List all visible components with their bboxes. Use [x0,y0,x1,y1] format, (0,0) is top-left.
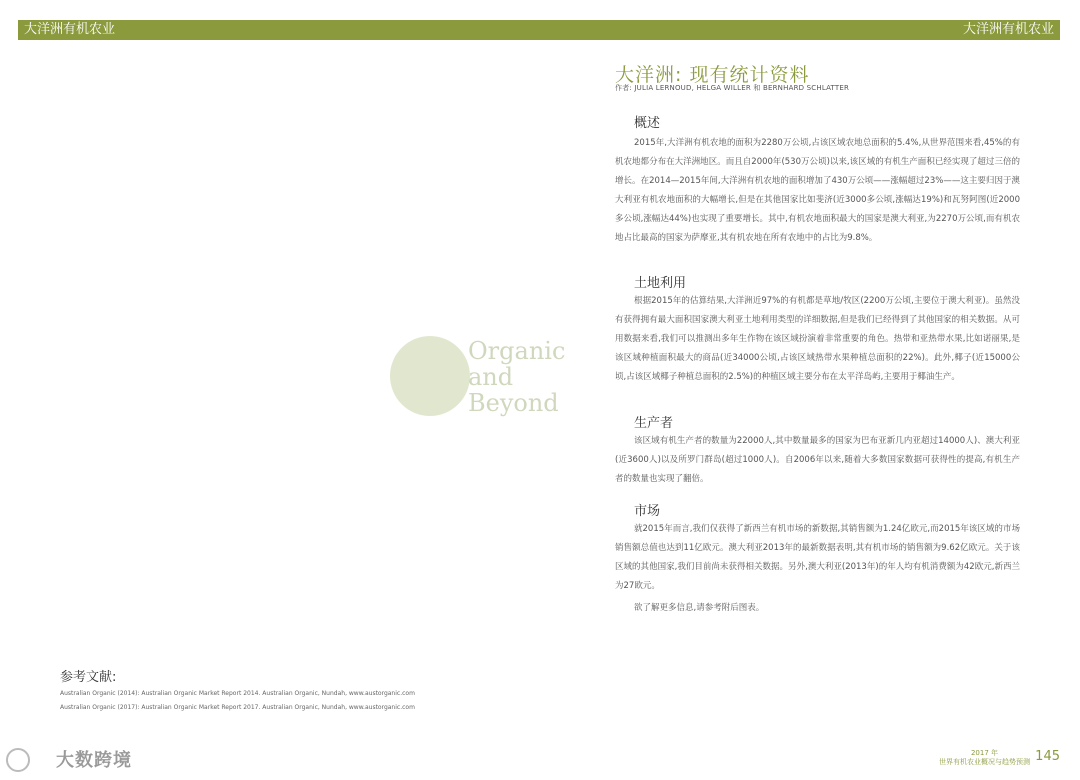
article-title: 大洋洲: 现有统计资料 [615,64,810,86]
footer-report-info [939,749,1030,767]
footer-year: 2017 年 [970,749,999,757]
watermark-line-1: Organic [468,337,566,365]
footer-report-title: 世界有机农业概况与趋势预测 [939,758,1030,766]
brand-logo-icon [6,748,30,772]
section-text-overview: 2015年,大洋洲有机农地的面积为2280万公顷,占该区域农地总面积的5.4%,从世界范围来看,45%的有机农地都分布在大洋洲地区。而且自2000年(530万公顷)以来,该区域的有机生产面积已经实现了超过三倍的增长。在2014—2015年间,大洋洲有机农地的面积增加了430万公顷——涨幅超过23%——这主要归因于澳大利亚有机农地面积的大幅增长,但是在其他国家比如斐济(近3000多公顷,涨幅达19%)和瓦努阿图(近2000多公顷,涨幅达44%)也实现了重要增长。其中,有机农地面积最大的国家是澳大利亚,为2270万公顷,而有机农地占比最高的国家为萨摩亚,其有机农地在所有农地中的占比为9.8%。 [615,138,1020,243]
header-left-title: 大洋洲有机农业 [24,22,116,37]
section-text-market: 就2015年而言,我们仅获得了新西兰有机市场的新数据,其销售额为1.24亿欧元,而2015年该区域的市场销售额总值也达到11亿欧元。澳大利亚2013年的最新数据表明,其有机市场的销售额为9.62亿欧元。关于该区域的其他国家,我们目前尚未获得相关数据。另外,澳大利亚(2013年)的年人均有机消费额为42欧元,新西兰为27欧元。 [615,524,1020,591]
references-heading: 参考文献: [60,670,117,685]
watermark-line-3: Beyond [468,389,559,417]
section-heading-producers: 生产者 [634,416,674,431]
section-heading-overview: 概述 [634,116,661,131]
header-right-title: 大洋洲有机农业 [962,22,1054,37]
footer-brand-watermark [6,744,156,772]
section-text-producers: 该区域有机生产者的数量为22000人,其中数量最多的国家为巴布亚新几内亚超过14000人)、澳大利亚(近3600人)以及所罗门群岛(超过1000人)。自2006年以来,随着大多数国家数据可获得性的提高,有机生产者的数量也实现了翻倍。 [615,436,1020,484]
footer-brand-text: 大数跨境 [56,750,132,771]
organic-and-beyond-watermark-logo [390,336,590,426]
article-authors: 作者: JULIA LERNOUD, HELGA WILLER 和 BERNHARD SCHLATTER [615,84,850,92]
watermark-line-2: and [468,363,514,391]
section-text-land-use: 根据2015年的估算结果,大洋洲近97%的有机都是草地/牧区(2200万公顷,主要位于澳大利亚)。虽然没有获得拥有最大面积国家澳大利亚土地利用类型的详细数据,但是我们已经得到了其他国家的相关数据。从可用数据来看,我们可以推测出多年生作物在该区域扮演着非常重要的角色。热带和亚热带水果,比如诺丽果,是该区域种植面积最大的商品(近34000公顷,占该区域热带水果种植总面积的22%)。此外,椰子(近15000公顷,占该区域椰子种植总面积的2.5%)的种植区域主要分布在太平洋岛屿,主要用于椰油生产。 [615,296,1020,382]
reference-item: Australian Organic (2017): Australian Organic Market Report 2017. Australian Organic, Nundah, www.austorganic.com [60,704,415,711]
section-heading-market: 市场 [634,504,661,519]
closing-note: 欲了解更多信息,请参考附后图表。 [634,603,765,613]
reference-item: Australian Organic (2014): Australian Organic Market Report 2014. Australian Organic, Nundah, www.austorganic.com [60,690,415,697]
watermark-emblem-icon [390,336,470,416]
page-number: 145 [1035,749,1060,764]
header-bar [18,20,1060,40]
section-heading-land-use: 土地利用 [634,276,687,291]
